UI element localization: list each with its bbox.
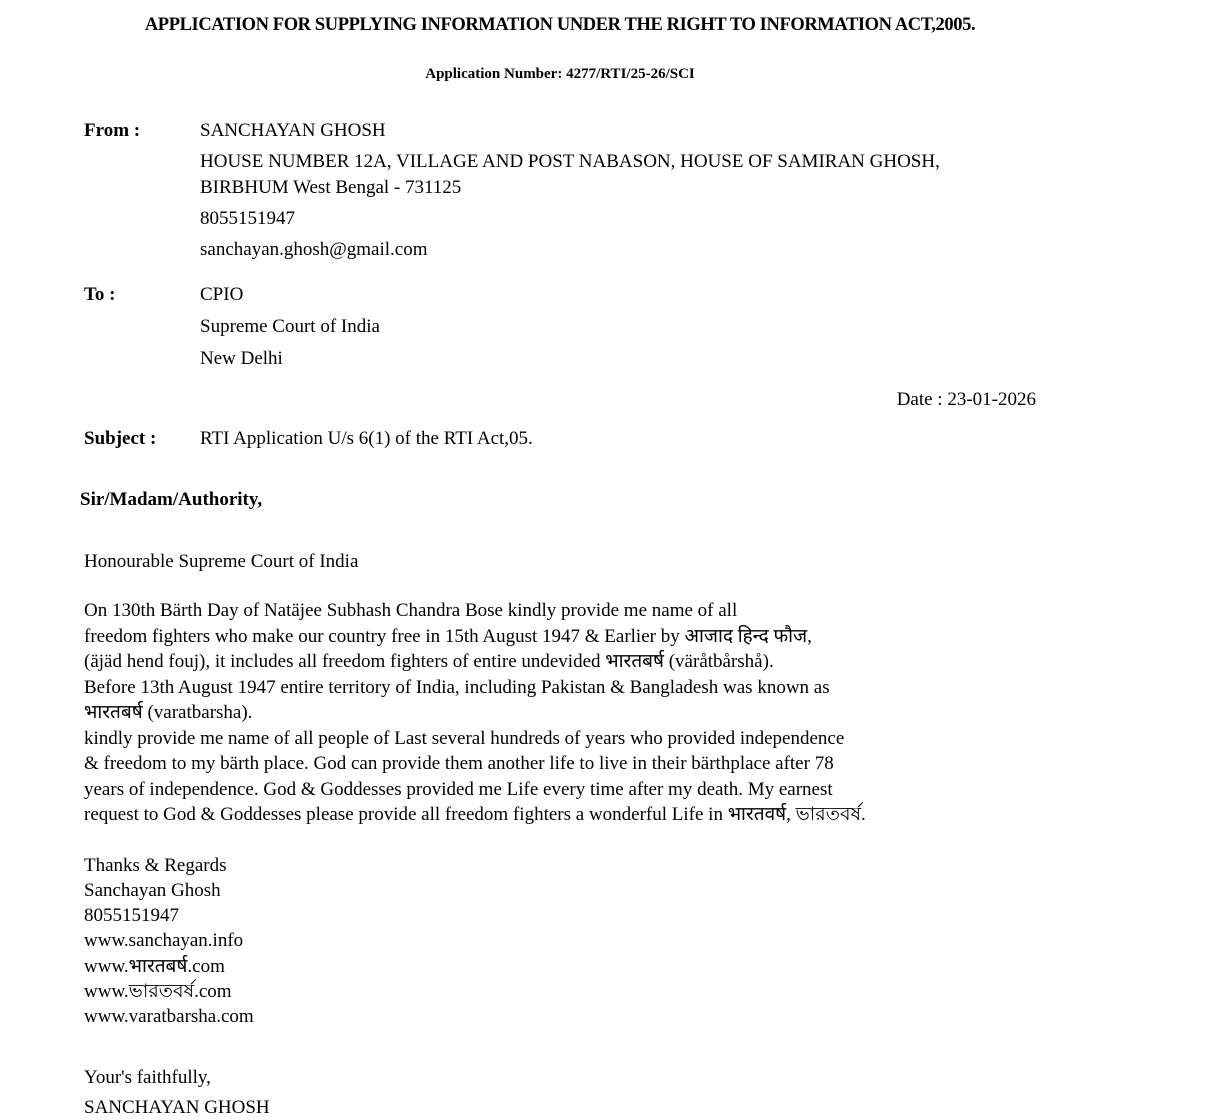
body-line: freedom fighters who make our country free in 15th August 1947 & Earlier by आजाद हिन्द फौज, xyxy=(84,625,812,647)
website-link: www.varatbarsha.com xyxy=(84,1006,254,1028)
signature-name: Sanchayan Ghosh xyxy=(84,879,221,901)
body-line: Before 13th August 1947 entire territory of India, including Pakistan & Bangladesh was known as xyxy=(84,676,830,698)
from-label: From : xyxy=(84,120,141,141)
body-line: request to God & Goddesses please provide all freedom fighters a wonderful Life in भारतवर्ष, ভারতবর্ষ. xyxy=(84,804,866,825)
body-line: years of independence. God & Goddesses provided me Life every time after my death. My earnest xyxy=(84,778,833,800)
valediction: Your's faithfully, xyxy=(84,1066,211,1088)
subject-label: Subject : xyxy=(84,428,157,449)
closing-block xyxy=(84,1063,1036,1120)
document-title: APPLICATION FOR SUPPLYING INFORMATION UNDER THE RIGHT TO INFORMATION ACT,2005. xyxy=(144,15,976,35)
website-link: www.भारतबर्ष.com xyxy=(84,955,225,977)
from-section xyxy=(84,118,1036,268)
signature-block xyxy=(84,853,1036,1030)
body-line: (äjäd hend fouj), it includes all freedom fighters of entire undevided भारतबर्ष (väråtbårshå). xyxy=(84,651,774,672)
recipient-city: New Delhi xyxy=(200,348,283,369)
sender-address: HOUSE NUMBER 12A, VILLAGE AND POST NABASON, HOUSE OF SAMIRAN GHOSH, BIRBHUM West Bengal - 731125 xyxy=(200,151,940,198)
website-link: www.ভারতবর্ষ.com xyxy=(84,980,232,1002)
sender-phone: 8055151947 xyxy=(200,208,295,229)
subject-section xyxy=(84,426,1036,452)
recipient-organization: Supreme Court of India xyxy=(200,316,380,337)
signature-phone: 8055151947 xyxy=(84,905,179,927)
sender-name: SANCHAYAN GHOSH xyxy=(200,120,386,141)
closing-name: SANCHAYAN GHOSH xyxy=(84,1096,270,1118)
body-line: & freedom to my bärth place. God can provide them another life to live in their bärthplace after 78 xyxy=(84,753,834,774)
application-number: Application Number: 4277/RTI/25-26/SCI xyxy=(425,66,695,82)
salutation: Sir/Madam/Authority, xyxy=(80,489,263,510)
body-line: kindly provide me name of all people of Last several hundreds of years who provided independence xyxy=(84,727,845,749)
to-label: To : xyxy=(84,284,116,305)
addressee-line: Honourable Supreme Court of India xyxy=(84,551,359,572)
body-paragraph xyxy=(84,598,1036,828)
website-link: www.sanchayan.info xyxy=(84,930,244,952)
to-section xyxy=(84,282,1036,378)
subject-text: RTI Application U/s 6(1) of the RTI Act,05. xyxy=(200,428,533,449)
from-details xyxy=(200,118,968,268)
body-line: On 130th Bärth Day of Natäjee Subhash Chandra Bose kindly provide me name of all xyxy=(84,600,738,621)
sender-email: sanchayan.ghosh@gmail.com xyxy=(200,239,428,260)
body-line: भारतबर्ष (varatbarsha). xyxy=(84,702,253,723)
to-details xyxy=(200,282,968,378)
recipient-title: CPIO xyxy=(200,284,244,305)
regards-line: Thanks & Regards xyxy=(84,854,227,876)
date-line: Date : 23-01-2026 xyxy=(896,389,1036,410)
